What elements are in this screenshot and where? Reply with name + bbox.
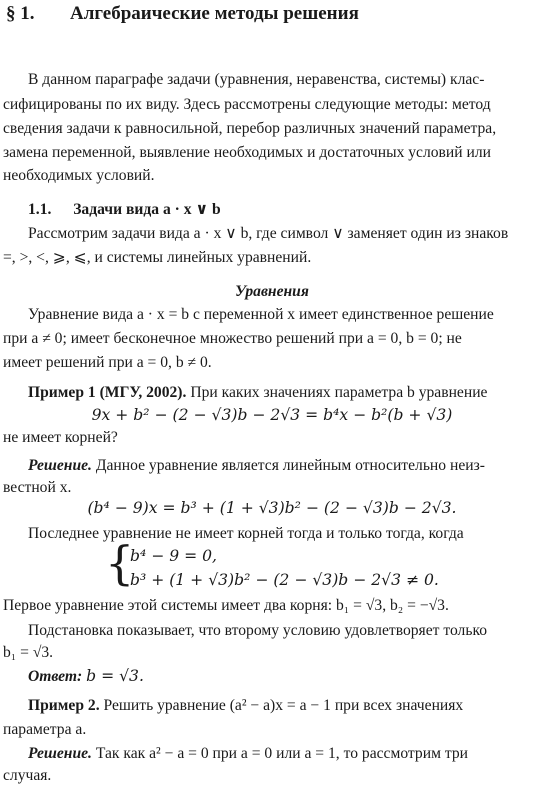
example1-intro xyxy=(28,383,487,403)
system-eq-1: b⁴ − 9 = 0, xyxy=(130,547,217,565)
sub-text-line-1: Рассмотрим задачи вида a · x ∨ b, где символ ∨ заменяет один из знаков xyxy=(28,225,509,242)
example2-solution-label: Решение. xyxy=(28,745,92,762)
example1-solution xyxy=(28,456,485,476)
sub-text-line-2: =, >, <, ⩾, ⩽, и системы линейных уравнений. xyxy=(3,249,312,266)
system-eq-2: b³ + (1 + √3)b² − (2 − √3)b − 2√3 ≠ 0. xyxy=(130,571,439,589)
system-brace: { xyxy=(105,536,135,590)
subsection-title: Задачи вида a · x ∨ b xyxy=(73,201,221,218)
eq-text-line-3: имеет решений при a = 0, b ≠ 0. xyxy=(3,354,212,371)
subsection-number: 1.1. xyxy=(28,201,52,218)
example1-text: При каких значениях параметра b уравнение xyxy=(190,384,488,401)
example2-text: Решить уравнение (a² − a)x = a − 1 при всех значениях xyxy=(103,697,464,714)
subsection-heading xyxy=(28,200,221,220)
intro-line-1: В данном параграфе задачи (уравнения, неравенства, системы) клас- xyxy=(28,71,485,88)
example1-answer-label: Ответ: xyxy=(28,668,83,685)
example1-formula: 9x + b² − (2 − √3)b − 2√3 = b⁴x − b²(b + √3) xyxy=(91,406,453,424)
example2-text-2: параметра a. xyxy=(3,721,87,738)
example1-text-5: Подстановка показывает, что второму условию удовлетворяет только xyxy=(28,622,488,639)
section-number: § 1. xyxy=(6,3,35,24)
example2-intro xyxy=(28,696,463,716)
intro-line-5: необходимых условий. xyxy=(3,167,155,184)
example1-text-3: Последнее уравнение не имеет корней тогда и только тогда, когда xyxy=(28,525,464,542)
example2-label: Пример 2. xyxy=(28,697,100,714)
example1-formula-2: (b⁴ − 9)x = b³ + (1 + √3)b² − (2 − √3)b − 2√3. xyxy=(87,499,457,517)
section-title: Алгебраические методы решения xyxy=(70,3,359,24)
example1-answer-value: b = √3. xyxy=(86,667,144,685)
example1-solution-text-2: вестной x. xyxy=(3,479,72,496)
section-heading xyxy=(6,4,359,24)
eq-text-line-2: при a ≠ 0; имеет бесконечное множество решений при a = 0, b = 0; не xyxy=(3,330,462,347)
example1-text-6: b₁ = √3. xyxy=(3,644,54,661)
example1-text-4: Первое уравнение этой системы имеет два корня: b₁ = √3, b₂ = −√3. xyxy=(3,597,449,614)
example1-solution-label: Решение. xyxy=(28,457,92,474)
example2-solution xyxy=(28,744,468,764)
example1-after: не имеет корней? xyxy=(3,429,118,446)
example1-label: Пример 1 (МГУ, 2002). xyxy=(28,384,187,401)
eq-text-line-1: Уравнение вида a · x = b с переменной x имеет единственное решение xyxy=(28,306,494,323)
intro-line-3: сведения задачи к равносильной, перебор различных значений параметра, xyxy=(3,120,497,137)
intro-line-2: сифицированы по их виду. Здесь рассмотрены следующие методы: метод xyxy=(3,96,491,113)
example2-solution-text-2: случая. xyxy=(3,767,52,784)
intro-line-4: замена переменной, выявление необходимых и достаточных условий или xyxy=(3,144,491,161)
example2-solution-text: Так как a² − a = 0 при a = 0 или a = 1, то рассмотрим три xyxy=(95,745,468,762)
equations-heading: Уравнения xyxy=(235,283,309,300)
example1-answer xyxy=(28,666,144,687)
example1-solution-text: Данное уравнение является линейным относительно неиз- xyxy=(95,457,485,474)
